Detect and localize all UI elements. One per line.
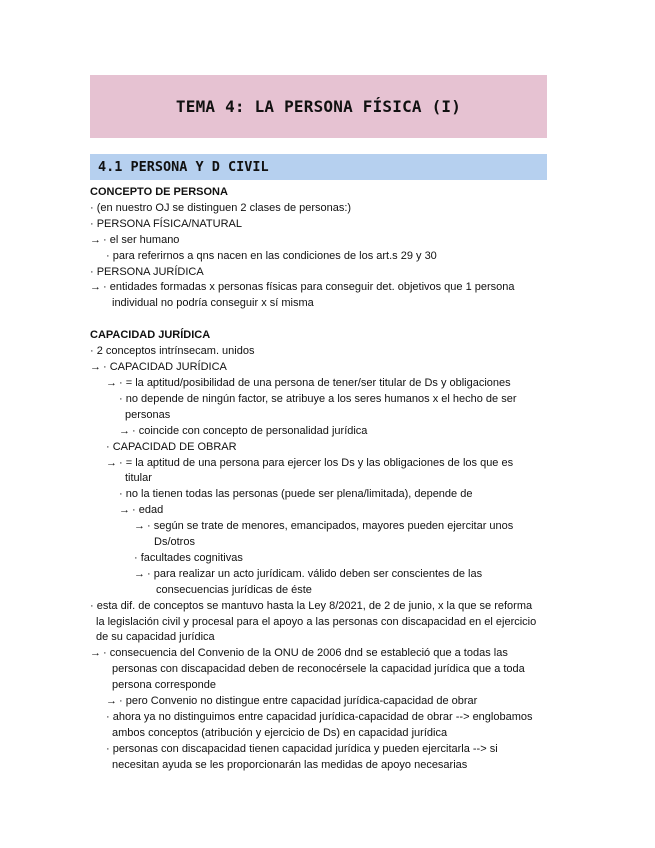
text-line [90, 233, 552, 249]
line-text: · edad [132, 504, 164, 517]
line-text: · entidades formadas x personas físicas para conseguir det. objetivos que 1 persona [103, 281, 515, 294]
line-text: · el ser humano [103, 233, 180, 246]
text-line [90, 456, 552, 472]
heading-concepto-persona: CONCEPTO DE PERSONA [90, 186, 228, 198]
line-text: · = la aptitud de una persona para ejercer los Ds y las obligaciones de los que es [119, 456, 514, 469]
text-line: · no la tienen todas las personas (puede ser plena/limitada), depende de [119, 488, 473, 501]
text-line: · ahora ya no distinguimos entre capacidad jurídica-capacidad de obrar --> englobamos [106, 711, 533, 723]
arrow-icon: → [106, 456, 117, 469]
document-body [90, 185, 552, 774]
text-line [90, 360, 552, 376]
arrow-icon: → [90, 233, 101, 246]
text-line: personas [125, 408, 171, 421]
text-line: · 2 conceptos intrínsecam. unidos [90, 345, 255, 358]
line-text: · coincide con concepto de personalidad jurídica [132, 424, 368, 437]
spacer [90, 312, 552, 328]
arrow-icon: → [90, 647, 101, 660]
page-title: TEMA 4: LA PERSONA FÍSICA (I) [175, 97, 462, 116]
text-line: · facultades cognitivas [134, 551, 243, 564]
text-line [90, 503, 552, 519]
text-line [90, 519, 552, 535]
section-banner [90, 154, 547, 180]
arrow-icon: → [106, 695, 117, 708]
line-text: · según se trate de menores, emancipados, mayores pueden ejercitar unos [147, 520, 514, 533]
title-banner [90, 75, 547, 138]
text-line: la legislación civil y procesal para el apoyo a las personas con discapacidad en el ejercicio [96, 615, 537, 628]
text-line: · no depende de ningún factor, se atribuye a los seres humanos x el hecho de ser [119, 392, 517, 405]
text-line [90, 280, 552, 296]
line-text: · consecuencia del Convenio de la ONU de 2006 dnd se estableció que a todas las [103, 647, 508, 660]
text-line [90, 646, 552, 662]
line-text: · para realizar un acto jurídicam. válido deben ser conscientes de las [147, 567, 483, 580]
text-line: individual no podría conseguir x sí misma [112, 297, 314, 310]
heading-capacidad-juridica: CAPACIDAD JURÍDICA [90, 329, 211, 342]
text-line: · PERSONA FÍSICA/NATURAL [90, 217, 242, 230]
line-text: · = la aptitud/posibilidad de una persona de tener/ser titular de Ds y obligaciones [119, 376, 511, 389]
text-line: consecuencias jurídicas de éste [156, 583, 312, 596]
text-line: ambos conceptos (atribución y ejercicio de Ds) en capacidad jurídica [112, 726, 448, 739]
text-line [90, 567, 552, 583]
line-text: · CAPACIDAD JURÍDICA [103, 361, 227, 374]
text-line: · para referirnos a qns nacen en las condiciones de los art.s 29 y 30 [106, 249, 437, 262]
text-line: persona corresponde [112, 679, 216, 692]
arrow-icon: → [90, 361, 101, 374]
text-line [90, 694, 552, 710]
arrow-icon: → [119, 504, 130, 517]
text-line: · (en nuestro OJ se distinguen 2 clases de personas:) [90, 201, 352, 214]
arrow-icon: → [119, 424, 130, 437]
text-line: personas con discapacidad deben de reconocérsele la capacidad jurídica que a toda [112, 663, 525, 676]
text-line: necesitan ayuda se les proporcionarán las medidas de apoyo necesarias [112, 758, 468, 771]
arrow-icon: → [90, 281, 101, 294]
text-line: de su capacidad jurídica [96, 631, 215, 644]
text-line [90, 424, 552, 440]
arrow-icon: → [106, 376, 117, 389]
text-line: · personas con discapacidad tienen capacidad jurídica y pueden ejercitarla --> si [106, 742, 498, 755]
text-line: · PERSONA JURÍDICA [90, 265, 204, 278]
text-line [90, 376, 552, 392]
text-line: Ds/otros [154, 536, 195, 549]
text-line: · esta dif. de conceptos se mantuvo hasta la Ley 8/2021, de 2 de junio, x la que se reforma [90, 599, 533, 612]
text-line: · CAPACIDAD DE OBRAR [106, 440, 237, 453]
arrow-icon: → [134, 567, 145, 580]
text-line: titular [125, 472, 152, 485]
section-heading: 4.1 PERSONA Y D CIVIL [98, 159, 269, 175]
line-text: · pero Convenio no distingue entre capacidad jurídica-capacidad de obrar [119, 695, 478, 708]
arrow-icon: → [134, 520, 145, 533]
